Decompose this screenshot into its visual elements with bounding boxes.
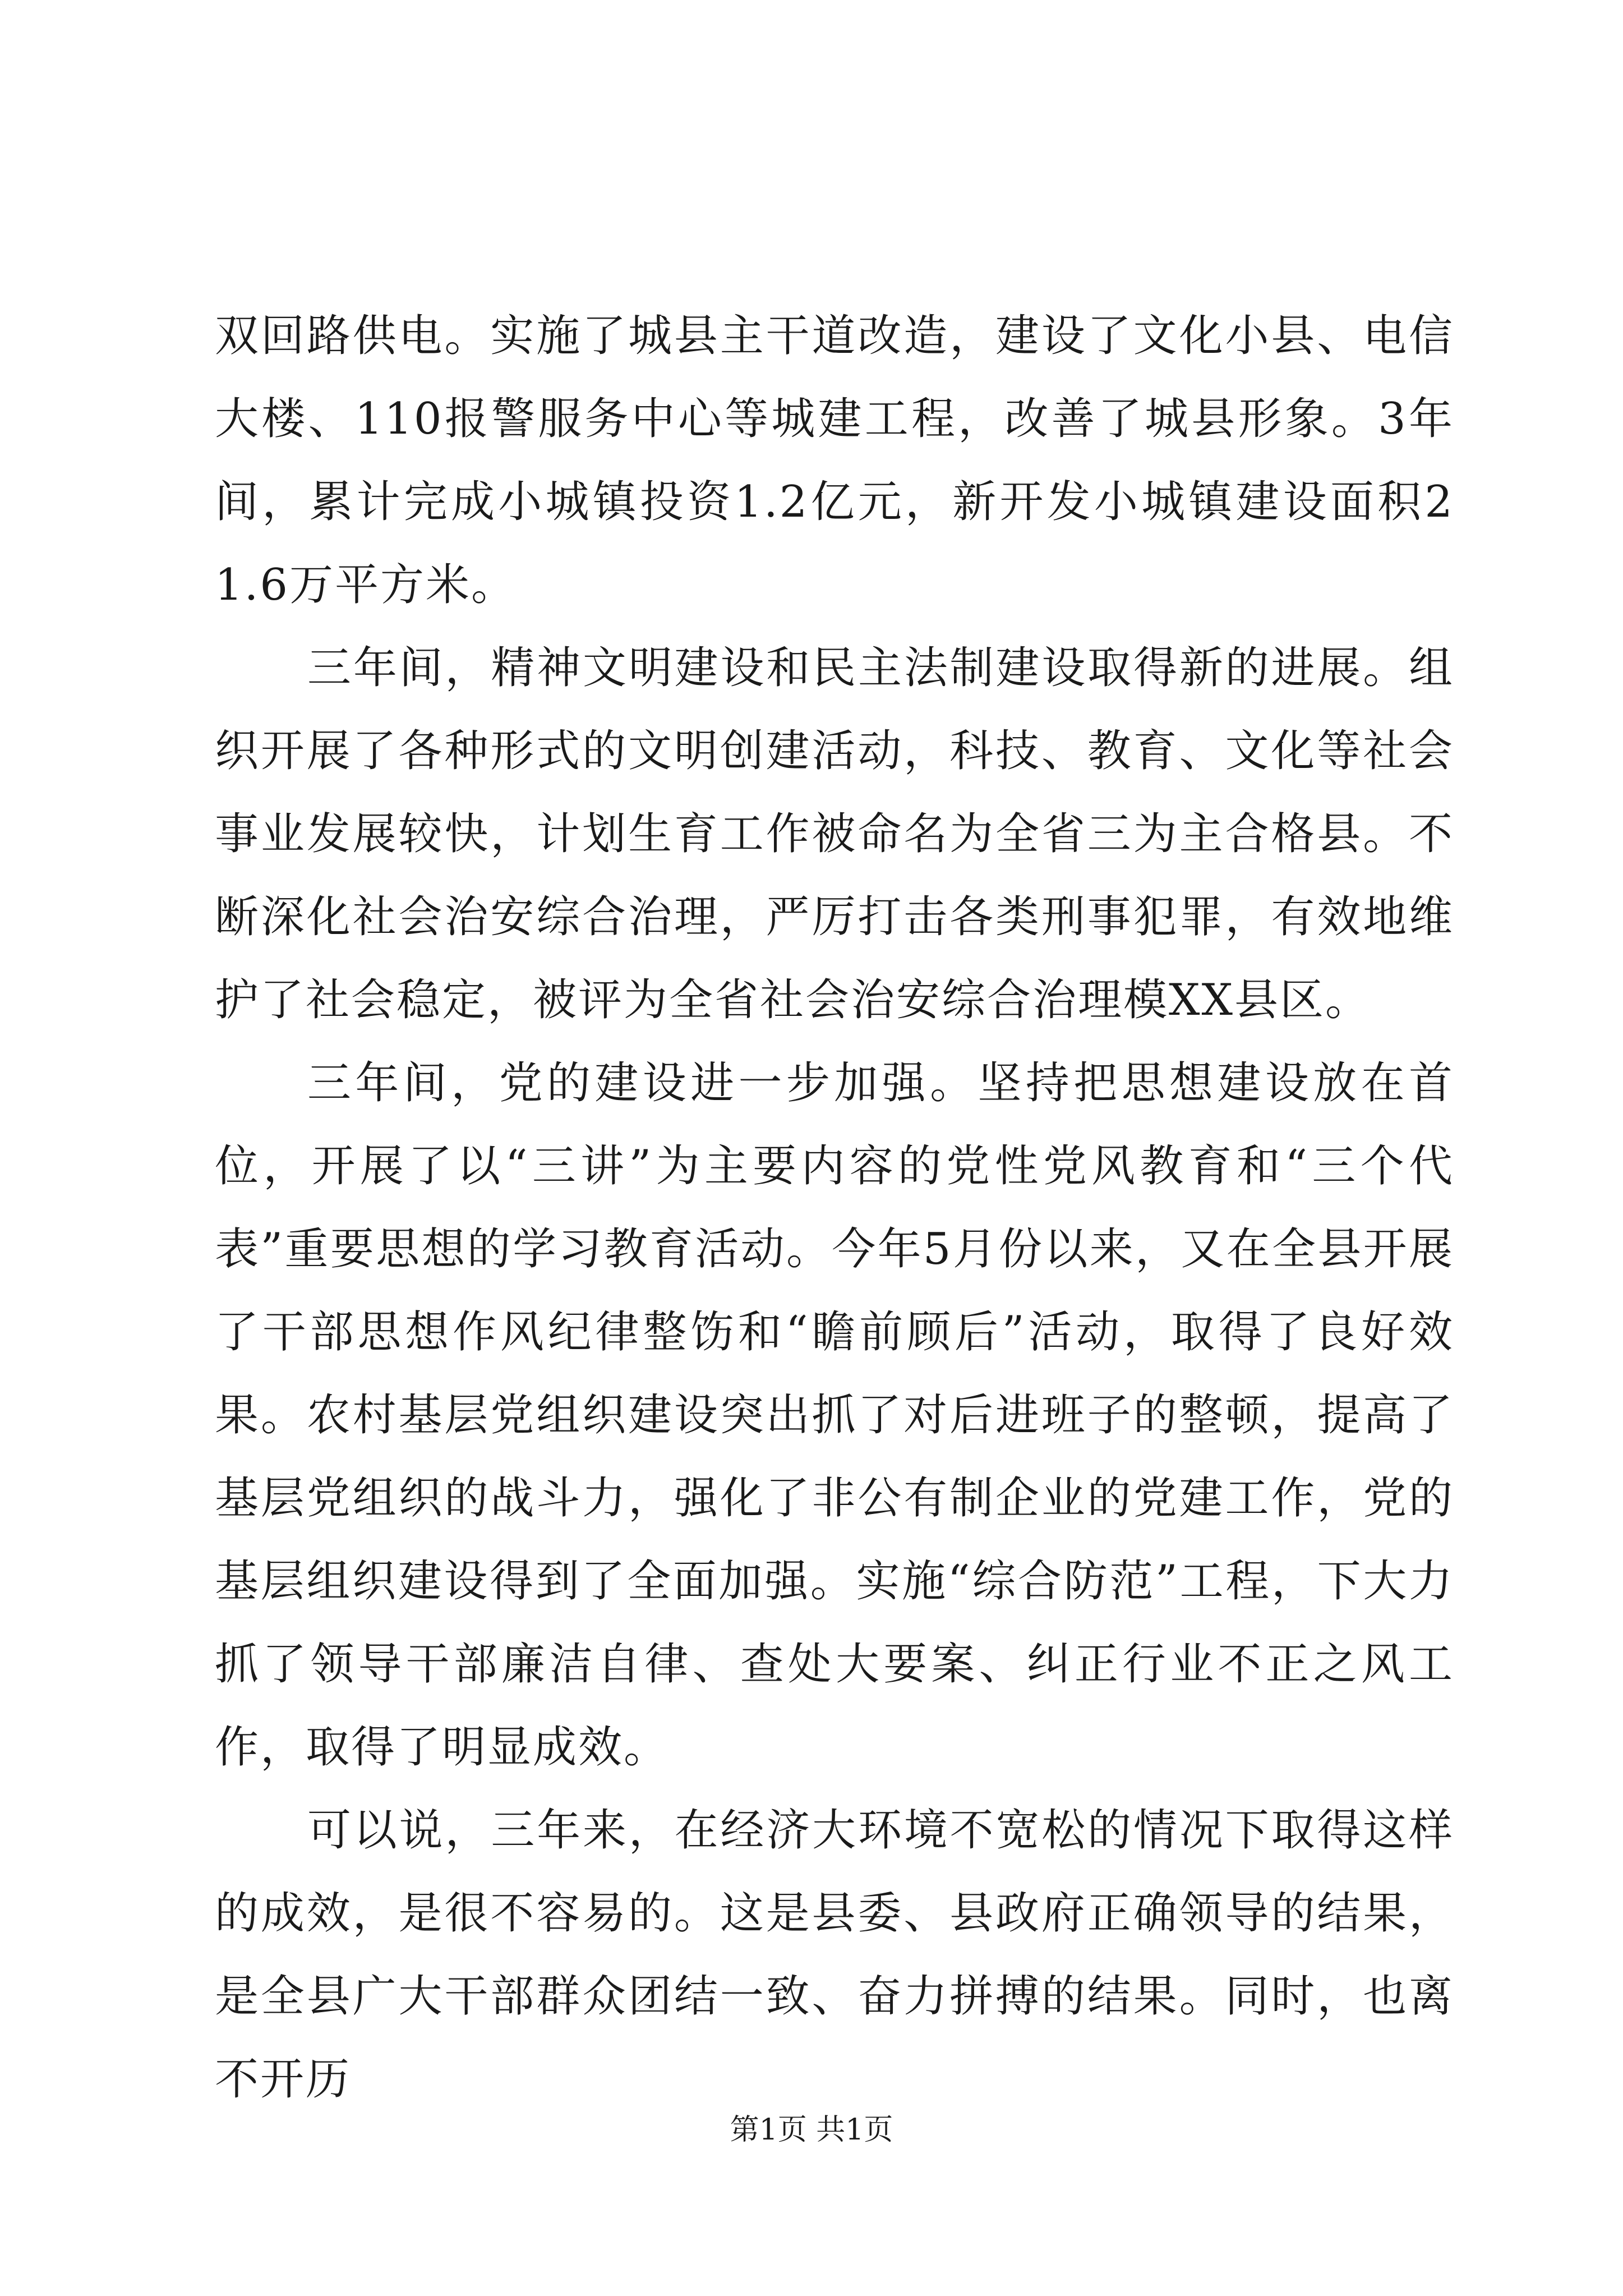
paragraph-1: 双回路供电。实施了城县主干道改造，建设了文化小县、电信大楼、110报警服务中心等城建工程，改善了城县形象。3年间，累计完成小城镇投资1.2亿元，新开发小城镇建设面积21.6万平方米。 bbox=[215, 311, 1454, 610]
paragraph-2: 三年间，精神文明建设和民主法制建设取得新的进展。组织开展了各种形式的文明创建活动，科技、教育、文化等社会事业发展较快，计划生育工作被命名为全省三为主合格县。不断深化社会治安综合治理，严厉打击各类刑事犯罪，有效地维护了社会稳定，被评为全省社会治安综合治理模XX县区。 bbox=[215, 643, 1454, 1025]
document-body bbox=[215, 295, 1454, 2121]
paragraph-3: 三年间，党的建设进一步加强。坚持把思想建设放在首位，开展了以“三讲”为主要内容的党性党风教育和“三个代表”重要思想的学习教育活动。今年5月份以来，又在全县开展了干部思想作风纪律整饬和“瞻前顾后”活动，取得了良好效果。农村基层党组织建设突出抓了对后进班子的整顿，提高了基层党组织的战斗力，强化了非公有制企业的党建工作，党的基层组织建设得到了全面加强。实施“综合防范”工程，下大力抓了领导干部廉洁自律、查处大要案、纠正行业不正之风工作，取得了明显成效。 bbox=[215, 1058, 1454, 1773]
page-footer: 第1页 共1页 bbox=[730, 2113, 893, 2147]
paragraph-4: 可以说，三年来，在经济大环境不宽松的情况下取得这样的成效，是很不容易的。这是县委、县政府正确领导的结果，是全县广大干部群众团结一致、奋力拼搏的结果。同时，也离不开历 bbox=[215, 1805, 1454, 2105]
